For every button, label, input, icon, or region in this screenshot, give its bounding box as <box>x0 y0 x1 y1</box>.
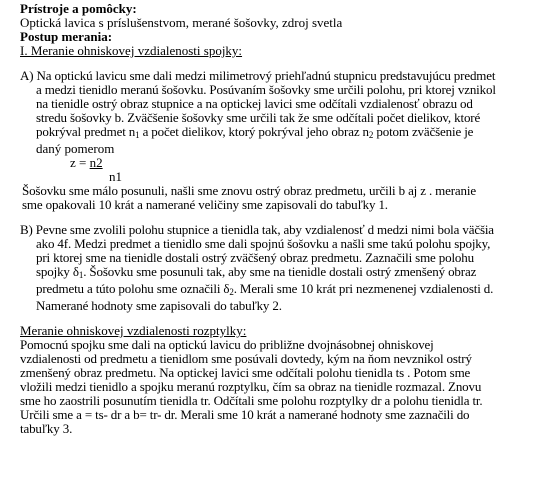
paragraph-b-line <box>20 282 520 299</box>
subscript: 2 <box>229 287 234 297</box>
paragraph-a-line: Šošovku sme málo posunuli, našli sme znovu ostrý obraz predmetu, určili b aj z . meranie <box>22 183 476 198</box>
paragraph-b-line: ako 4f. Medzi predmet a tienidlo sme dali spojnú šošovku a našli sme takú polohu spojky, <box>36 236 491 251</box>
paragraph-c-line: zmenšený obraz predmetu. Na optickej lavici sme odčítali polohu tienidla ts . Potom sme <box>20 365 471 380</box>
paragraph-a-line: stredu šošovky b. Zväčšenie šošovky sme určili tak že sme odčítali počet dielikov, ktoré <box>36 110 481 125</box>
section-i-title: I. Meranie ohniskovej vzdialenosti spojky: <box>20 43 243 58</box>
formula-denominator: n1 <box>109 169 122 184</box>
section-ii-title: Meranie ohniskovej vzdialenosti rozptylky: <box>20 323 247 338</box>
formula-z <box>20 156 520 170</box>
paragraph-c-line: Pomocnú spojku sme dali na optickú lavicu do približne dvojnásobnej ohniskovej <box>20 337 434 352</box>
paragraph-b-line <box>20 265 520 282</box>
text-fragment: potom zväčšenie je <box>373 124 474 139</box>
text-fragment: a počet dielikov, ktorý pokrýval jeho obraz n <box>139 124 369 139</box>
text-fragment: pokrýval predmet n <box>36 124 136 139</box>
paragraph-c-line: sme ho zaostrili posunutím tienidla tr. Odčítali sme polohu rozptylky dr a polohu tienidla tr. <box>20 393 483 408</box>
formula-numerator: n2 <box>89 155 103 170</box>
subscript: 1 <box>135 130 140 140</box>
paragraph-c-line: Určili sme a = ts- dr a b= tr- dr. Merali sme 10 krát a namerané hodnoty sme zaznačili do <box>20 407 470 422</box>
paragraph-c-line: tabuľky 3. <box>20 421 73 436</box>
formula-lhs: z = <box>70 155 90 170</box>
paragraph-a-line: na tienidle ostrý obraz stupnice a na optickej lavici sme odčítali vzdialenosť obrazu od <box>36 96 473 111</box>
subscript: 1 <box>78 270 84 280</box>
text-fragment: spojky δ <box>36 264 79 279</box>
paragraph-b-line: B) Pevne sme zvolili polohu stupnice a tienidla tak, aby vzdialenosť d medzi nimi bola väčšia <box>20 222 494 237</box>
paragraph-b-line: Namerané hodnoty sme zapisovali do tabuľky 2. <box>36 298 282 313</box>
paragraph-a-line: A) Na optickú lavicu sme dali medzi milimetrový priehľadnú stupnicu predstavujúcu predmet <box>20 68 496 83</box>
paragraph-a <box>20 69 520 212</box>
paragraph-b-line: pri ktorej sme na tienidle dostali ostrý zväčšený obraz predmetu. Zaznačili sme polohu <box>36 250 474 265</box>
paragraph-a-line <box>20 125 520 142</box>
text-fragment: . Merali sme 10 krát pri nezmenenej vzdialenosti d. <box>233 281 494 296</box>
subscript: 2 <box>368 130 374 140</box>
paragraph-b <box>20 223 520 313</box>
paragraph-a-line: daný pomerom <box>36 141 115 156</box>
paragraph-c-line: vzdialenosti od predmetu a tienidlom sme posúvali dovtedy, kým na ňom nevznikol ostrý <box>20 351 472 366</box>
tools-text: Optická lavica s príslušenstvom, merané šošovky, zdroj svetla <box>20 15 343 30</box>
heading-tools: Prístroje a pomôcky: <box>20 1 137 16</box>
text-fragment: predmetu a túto polohu sme označili δ <box>36 281 230 296</box>
document-page <box>20 2 520 436</box>
text-fragment: . Šošovku sme posunuli tak, aby sme na tienidle dostali ostrý zmenšený obraz <box>83 264 477 279</box>
paragraph-c-line: vložili medzi tienidlo a spojku meranú rozptylku, čím sa obraz na tienidle rozmazal. Znovu <box>20 379 482 394</box>
paragraph-a-line: sme opakovali 10 krát a namerané veličiny sme zapisovali do tabuľky 1. <box>22 197 388 212</box>
heading-procedure: Postup merania: <box>20 29 113 44</box>
paragraph-c <box>20 338 520 436</box>
paragraph-a-line: a medzi tienidlo meranú šošovku. Posúvaním šošovky sme určili polohu, pri ktorej vznikol <box>36 82 496 97</box>
